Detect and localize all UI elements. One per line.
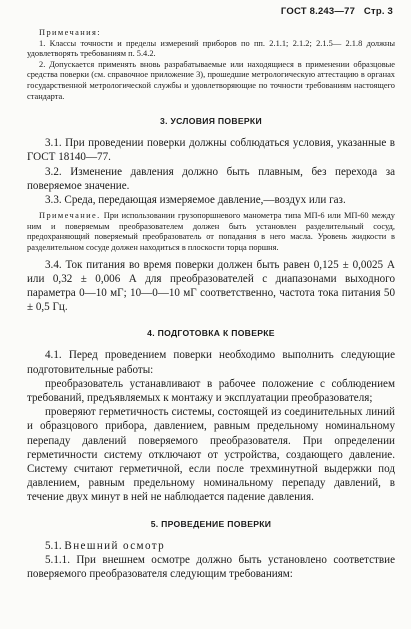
paragraph-3-2: 3.2. Изменение давления должно быть плавным, без перехода за поверяемое значение. xyxy=(27,165,395,192)
section-4-body xyxy=(27,348,395,504)
paragraph-4-1: 4.1. Перед проведением поверки необходимо выполнить следующие подготовительные работы: xyxy=(27,349,395,376)
page-number: Стр. 3 xyxy=(363,6,393,17)
note-item-1: 1. Классы точности и пределы измерений приборов по пп. 2.1.1; 2.1.2; 2.1.5— 2.1.8 должны удовлетворять требованиям п. 5.4.2. xyxy=(27,38,395,59)
section-4-title: 4. ПОДГОТОВКА К ПОВЕРКЕ xyxy=(147,328,275,339)
notes-label: Примечания: xyxy=(39,28,101,37)
paragraph-5-1 xyxy=(27,539,395,553)
section-5-title: 5. ПРОВЕДЕНИЕ ПОВЕРКИ xyxy=(150,518,272,529)
paragraph-3-4: 3.4. Ток питания во время поверки должен быть равен 0,125 ± 0,0025 А или 0,32 ± 0,006 А для преобразователей с диапазонами выходного параметра 0—10 мГ; 10—0—10 мГ соответственно, частота тока питания 50 ± 0,5 Гц. xyxy=(27,258,395,314)
note-item-2: 2. Допускается применять вновь разрабатываемые или находящиеся в применении образцовые средства поверки (см. справочное приложение 3), прошедшие метрологическую аттестацию в органах государственной метрологической службы и удовлетворяющие по точности требованиям настоящего стандарта. xyxy=(27,59,395,101)
page-content xyxy=(27,28,395,581)
section-3-body-cont xyxy=(27,258,395,315)
notes-top xyxy=(27,28,395,102)
paragraph-4-3: проверяют герметичность системы, состоящей из соединительных линий и образцового прибора, давлением, равным предельному номинальному перепаду давлений поверяемого преобразователя. При определении герметичности систему отключают от устройства, создающего давление. Систему считают герметичной, если после трехминутной выдержки под давлением, равным предельному номинальному перепаду давлений, в течение двух минут в ней не наблюдается падение давления. xyxy=(27,406,395,504)
paragraph-5-1-1: 5.1.1. При внешнем осмотре должно быть установлено соответствие поверяемого преобразователя следующим требованиям: xyxy=(27,553,395,580)
section-3-note xyxy=(27,211,395,253)
paragraph-3-3: 3.3. Среда, передающая измеряемое давление,—воздух или газ. xyxy=(45,193,346,206)
section-3-title: 3. УСЛОВИЯ ПОВЕРКИ xyxy=(160,116,262,127)
paragraph-3-1: 3.1. При проведении поверки должны соблюдаться условия, указанные в ГОСТ 18140—77. xyxy=(27,137,395,164)
note-text: При использовании грузопоршневого манометра типа МП-6 или МП-60 между ним и поверяемым преобразователем должен быть установлен разделительный сосуд, предохраняющий поверяемый преобразователь от попадания в него масла. Уровень жидкости в разделительном сосуде должен находиться в плоскости торца поршня. xyxy=(27,211,395,252)
gost-number: ГОСТ 8.243—77 xyxy=(280,6,356,17)
note-label: Примечание. xyxy=(39,211,101,221)
section-3-body xyxy=(27,136,395,207)
page-header xyxy=(275,6,393,17)
section-5-body xyxy=(27,539,395,582)
paragraph-5-1-number: 5.1. xyxy=(45,539,62,552)
paragraph-4-2: преобразователь устанавливают в рабочее положение с соблюдением требований, предъявляемых к монтажу и эксплуатации преобразователя; xyxy=(27,377,395,404)
paragraph-5-1-title: Внешний осмотр xyxy=(64,539,166,552)
